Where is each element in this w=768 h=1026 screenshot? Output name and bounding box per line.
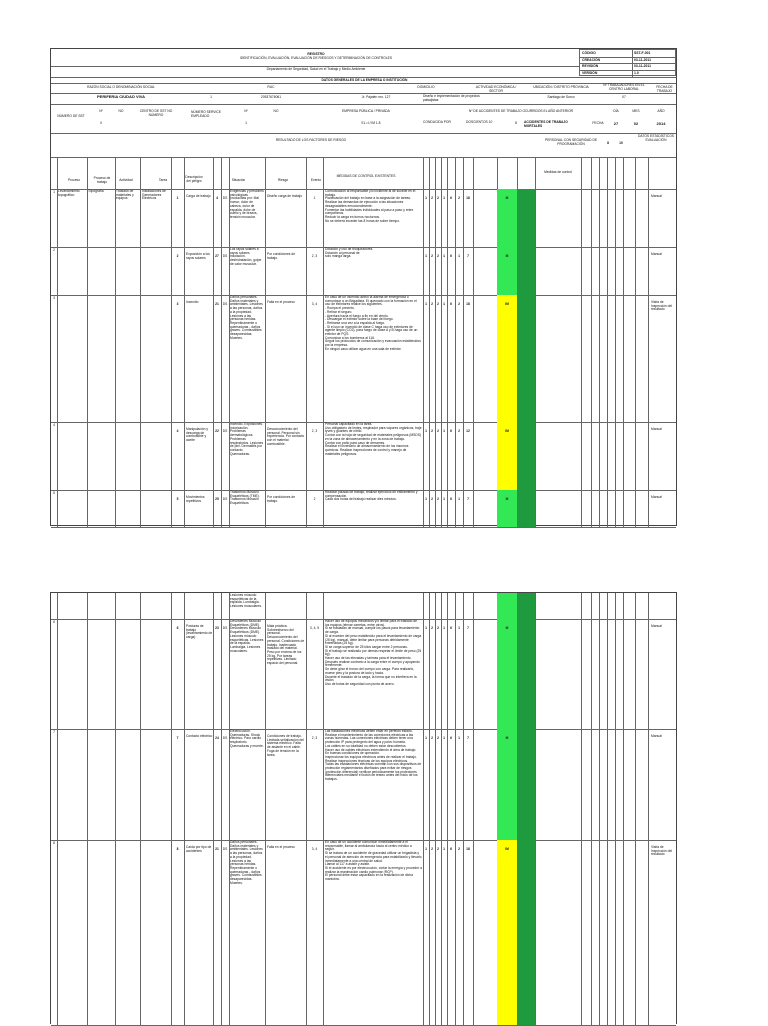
hazard-code: DS (222, 429, 228, 433)
risk-cause: Falla en el proceso (267, 845, 295, 849)
hazard-id: 4 (176, 429, 179, 433)
activity: Traslado de materiales y equipos (116, 189, 135, 201)
general-data-title: DATOS GENERALES DE LA EMPRESA O INSTITUCIÓN (321, 78, 408, 82)
risk-situation: Lesiones músculo esqueléticas de la espalda. Lumbalgia. Lesiones musculares. (230, 593, 262, 609)
risk-significance-cell (517, 619, 535, 729)
risk-level-cell (497, 593, 517, 619)
risk-significance-cell (517, 422, 535, 490)
risk-level-cell (497, 490, 517, 527)
score-cell: 12 (466, 429, 470, 433)
risk-level-label: M (505, 626, 509, 630)
hazard-id: 6 (176, 626, 179, 630)
risk-significance-cell (517, 840, 535, 1025)
score-cell: 7 (467, 736, 469, 740)
risk-significance-cell (517, 189, 535, 247)
hazard-description: Manipulación y descarga de combustible y aceite (186, 427, 209, 443)
company-address: Jr. Pajatén nro. 127 (361, 95, 391, 99)
existing-controls (325, 594, 422, 618)
task: Instalaciones de Generadores Eléctricos (142, 189, 167, 201)
doc-subtitle: IDENTIFICACIÓN, EVALUACIÓN, EVALUACIÓN DE RIESGOS Y DETERMINACIÓN DE CONTROLES (239, 56, 393, 60)
score-cell: 1 (443, 254, 445, 258)
score-cell: 2 (431, 254, 433, 258)
risk-significance-cell (517, 729, 535, 840)
risk-level-label: M (505, 254, 509, 258)
score-cell: 1 (443, 736, 445, 740)
company-workers: 07 (622, 95, 626, 99)
hazard-number: 21 (215, 302, 219, 306)
row-number: 6 (53, 620, 55, 624)
hazard-id: 8 (176, 847, 179, 851)
hazard-code: DS (222, 736, 228, 740)
score-cell: 1 (425, 254, 427, 258)
dept-label: Departamento de Seguridad, Salud en el Trabajo y Medio Ambiente (266, 67, 366, 71)
hazard-code: DS (222, 847, 228, 851)
existing-controls: Las instalaciones eléctricas deben estar en perfecto estado. Realizar el mantenimiento de las conexiones eléctricas a las zonas húmedas. Las conexiones eléctricas deben tener una protección IP para protegerlo del agua y polvo húmedo. Los cables en su totalidad no deben estar descubiertos. Hacer uso de cables eléctricos extendiendo el área de trabajo. En buenas condiciones de operación. Inspeccionar los equipos eléctricos antes de realizar el trabajo. Realizar inspecciones técnicas de los equipos eléctricos. Todas las instalaciones eléctricas cuentan con sus dispositivos de protección reglamentarios diseñados para evitar de riesgos (protección diferencial) verificar periódicamente los protectores diferenciales mediante el botón de testeo antes del inicio de los trabajos. (325, 729, 422, 782)
doc-info-table: CÓDIGO SST-F-001 CREACIÓN 03-11-2011 REVISIÓN 03-11-2011 VERSIÓN 1.0 (579, 49, 676, 76)
verification: Manual (651, 252, 662, 256)
risk-level-label: M (505, 196, 509, 200)
risk-significance-cell (517, 295, 535, 422)
score-cell: 1 (425, 302, 427, 306)
risk-cause: Mala práctica. Sobreesfuerzo del personal. Desconocimiento del personal. Condiciones de trabajo. Inadecuado traslado del material. Peso por encima de los 25 kg. Por tareas repetitivas. Limitado espacio del personal. (267, 624, 306, 666)
risk-level-cell (497, 619, 517, 729)
risk-level-label: M (505, 497, 509, 501)
risk-significance-cell (517, 247, 535, 295)
verification: Visita de Inspección del resultado (651, 845, 673, 857)
score-cell: 1 (458, 497, 460, 501)
hazard-description: Contacto eléctrico (186, 734, 213, 738)
score-cell: 2 (431, 736, 433, 740)
risk-cause: Diseño carga de trabajo (267, 194, 303, 198)
score-cell: 1 (458, 626, 460, 630)
score-cell: 6 (450, 736, 452, 740)
row-number: 4 (53, 423, 55, 427)
verification: Manual (651, 194, 662, 198)
hazard-code: DS (222, 254, 228, 258)
risk-cause: Condiciones de trabajo. Limitada señalización del sistema eléctrico. Falta de aislante en el cable. Fuga de tensión en la tarea. (267, 734, 305, 757)
score-cell: 2 (458, 302, 460, 306)
risk-cause: Falla en el proceso (267, 300, 295, 304)
risk-level-cell (497, 840, 517, 1025)
hazard-number: 27 (215, 254, 219, 258)
score-cell: 2 (437, 736, 439, 740)
risk-situation: Exigencias y presiones psicológicas producidas por: Mal humor, dolor de cabeza, dolor de espalda, dolor de cuello y de brazos, tensión muscular. (230, 189, 265, 219)
score-cell: 2 (431, 302, 433, 306)
consequence: 3, 4 (311, 847, 318, 851)
existing-controls: Comunicación al responsable y/o incidente al de sucede en el trabajo. Planificación del trabajo en base a la asignación de tareas. Realizar las demandas de ejecución a las situaciones desagradables emocionalmente. Fomentar las habilidades individuales al paso a paso y entre compañeros. Reducir la carga en turnos nocturnos. No se deberá exceder las 8 horas de sobre tiempo. (325, 189, 416, 223)
row-number: 2 (53, 248, 55, 252)
risk-situation: Electrocución. Quemaduras. Shock eléctrico. Paro cardio respiratorio. Quemaduras y muerte. (230, 729, 264, 748)
score-cell: 1 (425, 736, 427, 740)
consequence: 2, 3 (311, 429, 318, 433)
score-cell: 7 (467, 497, 469, 501)
score-cell: 18 (466, 302, 470, 306)
score-cell: 7 (467, 626, 469, 630)
hazard-description: Posturas de trabajo (levantamiento de carga) (186, 624, 214, 640)
risk-situation: Trastornos Músculo Esqueléticos (TME). Trastornos Músculo Esqueléticos (230, 490, 261, 506)
hazard-id: 7 (176, 736, 179, 740)
score-cell: 2 (458, 196, 460, 200)
hazard-code: DS (222, 302, 228, 306)
score-cell: 6 (450, 847, 452, 851)
score-cell: 1 (443, 497, 445, 501)
existing-controls: Dotación y uso de bloqueadores. Dotación al personal de solo manga larga. (325, 247, 374, 259)
score-cell: 2 (431, 196, 433, 200)
score-cell: 1 (425, 626, 427, 630)
score-cell: 2 (431, 429, 433, 433)
existing-controls: Personal capacitado en la tarea. Uso obligatorio de lentes, respirador para vapores orgánicos, traje tyvek y guantes de nitrilo. Contar con la hoja de seguridad de materiales peligrosos (MSDS) en la zona de almacenamiento y en la zona de trabajo. Contar con paño para caso de derrames. Realizar el inventario de almacenamiento de los insumos químicos. Realizar inspecciones de control y manejo de materiales peligrosos. (325, 422, 422, 456)
consequence: 3, 4 (311, 302, 318, 306)
score-cell: 6 (450, 196, 452, 200)
score-cell: 18 (466, 847, 470, 851)
hazard-number: 22 (215, 429, 219, 433)
score-cell: 2 (458, 847, 460, 851)
risk-level-label: IM (505, 302, 509, 306)
risk-level-label: IM (505, 429, 509, 433)
score-cell: 1 (458, 254, 460, 258)
hazard-id: 3 (176, 302, 179, 306)
consequence: 2, 3 (311, 254, 318, 258)
company-activity: Diseño e implementación de proyectos paisajistas (423, 94, 481, 102)
hazard-description: Movimientos repetitivos (186, 495, 206, 503)
score-cell: 1 (425, 429, 427, 433)
score-cell: 1 (458, 736, 460, 740)
score-cell: 6 (450, 626, 452, 630)
score-cell: 2 (437, 196, 439, 200)
consequence: 2, 3 (311, 736, 318, 740)
verification: Manual (651, 734, 662, 738)
hazard-description: Caída por tipo de accidentes (186, 845, 213, 853)
score-cell: 1 (443, 429, 445, 433)
risk-situation: Los rayos solares a rayos solares insolación, deshidratación, golpe de calor muscular. (230, 247, 263, 266)
score-cell: 2 (431, 497, 433, 501)
score-cell: 2 (431, 626, 433, 630)
score-cell: 2 (437, 847, 439, 851)
risk-level-label: IM (505, 847, 509, 851)
score-cell: 2 (431, 847, 433, 851)
risk-cause: Desconocimiento del personal. Personal sin experiencia. Por contacto con el material combustible. (267, 427, 306, 446)
company-district: Santiago de Surco (547, 95, 575, 99)
hazard-code: DS (222, 626, 228, 630)
row-number: 1 (53, 190, 55, 194)
risk-situation: Incendio. Explosiones. Intoxicación. Problemas dermatológicos. Problemas respiratorios. Lesiones de piel. Dermatitis por contacto. Quemaduras. (230, 422, 265, 456)
verification: Manual (651, 495, 662, 499)
score-cell: 6 (450, 429, 452, 433)
row-number: 8 (53, 841, 55, 845)
risk-significance-cell (517, 593, 535, 619)
consequence: 3, 4, 5 (309, 626, 320, 630)
company-name: PERIFERIA CIUDAD VIVA (96, 94, 145, 99)
existing-controls: Realizar pausas de trabajo, realizar ejercicios de estiramiento y compensación. Cada dos horas del trabajo realizar diez minutos. (325, 490, 418, 502)
risk-level-label: M (505, 736, 509, 740)
hazard-id: 1 (176, 196, 179, 200)
existing-controls: En caso de un accidente comunicar inmediatamente a el responsable, llamar al ambulancia hacia al centro médico a seguir. Si se tratara de un accidente de gravedad utilizar un brigadista y el personal de atención de emergencia para estabilizarlo y llevarlo inmediatamente a una central de salud. Llamar al 117 a asistir y asistir. Si el accidente es por electrocución, cortar la energía y proceder a realizar la reanimación cardio pulmonar (RCP). El personal debe estar capacitado en la realización de dicha maniobra. (325, 840, 422, 882)
score-cell: 1 (443, 196, 445, 200)
risk-level-cell (497, 729, 517, 840)
score-cell: 18 (466, 196, 470, 200)
score-cell: 6 (450, 254, 452, 258)
score-cell: 2 (437, 626, 439, 630)
risk-situation: Daños personales. Daños materiales y ambientales. Lesiones a las personas, daños a la propiedad. Lesiones a las personas heridas. Repentinamente o quemaduras - daños graves. Combustibles desaparecidas. Muertes. (230, 840, 264, 885)
score-cell: 2 (437, 254, 439, 258)
hazard-code: DS (222, 497, 228, 501)
consequence: 1 (313, 196, 316, 200)
verification: Visita de Inspección del resultado (651, 300, 673, 312)
score-cell: 6 (450, 302, 452, 306)
hazard-code: DS (222, 196, 228, 200)
row-number: 3 (53, 296, 55, 300)
hazard-number: 23 (215, 626, 219, 630)
score-cell: 6 (450, 497, 452, 501)
score-cell: 1 (425, 497, 427, 501)
score-cell: 1 (425, 847, 427, 851)
row-number: 5 (53, 491, 55, 495)
hazard-id: 5 (176, 497, 179, 501)
consequence: 2 (313, 497, 316, 501)
score-cell: 2 (437, 429, 439, 433)
risk-situation: Daños personales. Daños materiales y ambientales. Lesiones a las personas, daños a la propiedad. Lesiones a las personas heridas. Repentinamente o quemaduras - daños graves. Combustibles desaparecidas. Muertes. (230, 295, 264, 340)
hazard-id: 2 (176, 254, 179, 258)
document-page-2 (50, 592, 677, 1024)
hazard-number: 24 (215, 736, 219, 740)
process-name: Levantamiento topográfico (58, 189, 81, 197)
verification: Manual (651, 624, 662, 628)
score-cell: 7 (467, 254, 469, 258)
existing-controls: Hacer uso de equipos mecánicos y/o limitar para el traslado de los equipos (elevar carretas, entre otros). Si se trasladan de manual, cumplir los pasos para levantamiento de carga. Si al exceder del peso establecido para el levantamiento de carga (25 kg), manual, debe limitar para personas debidamente entrenadas (25 kg). Si se carga superior de 25 kilos cargar entre 2 personas. Si el trabajo se realizado por demás respetar el límite de peso (25 kg). Hacer uso de las elevadas y tarimas para el levantamiento. Después realizar contrario a la carga entre el cuerpo y apoyando firmemente. Se debe girar el tronco del cuerpo con carga. Para realizarlo, mueve pies y la postura de lado y hacia. Durante el traslado de la carga, la forma que no interfiera en la visión. Uso de botas de seguridad con punta de acero. (325, 619, 422, 686)
risk-cause: Por condiciones de trabajo. (267, 495, 296, 503)
risk-cause: Por condiciones de trabajo. (267, 252, 296, 260)
row-number: 7 (53, 730, 55, 734)
risk-level-cell (497, 295, 517, 422)
score-cell: 1 (443, 847, 445, 851)
hazard-description: Exposición a los rayos solares (186, 252, 211, 260)
score-cell: 1 (443, 626, 445, 630)
hazard-description: Carga de trabajo (186, 194, 211, 198)
hazard-number: 25 (215, 497, 219, 501)
verification: Manual (651, 427, 662, 431)
score-cell: 1 (425, 196, 427, 200)
risk-situation: Desórdenes Músculo Esqueléticos (DME). Desórdenes Músculo Esqueléticos (DME). Lesiones músculo esqueléticas. Lesiones de la espalda. Lumbalgia. Lesiones musculares. (230, 619, 265, 653)
document-page-1: REGISTRO IDENTIFICACIÓN, EVALUACIÓN, EVALUACIÓN DE RIESGOS Y DETERMINACIÓN DE CONTROLES Departamento de Seguridad, Salud en el Trabajo y Medio Ambiente CÓDIGO SST-F-001 CREACIÓN 03-11-2011 REVISIÓN 03-11-2011 VERSIÓN 1.0 DATOS GENERALES DE LA EMPRESA O INSTITUCIÓN RAZÓN SOCIAL O DENOMINACIÓN SOCIAL RUC DOMICILIO ACTIVIDAD ECONÓMICA / SECTOR UBICACIÓN / DISTRITO PROVINCIA Nº TRABAJADORES EN EL CENTRO LABORAL FECHA DE TRABAJO PERIFERIA CIUDAD VIVA 1 20537676061 Jr. Pajatén nro. 127 Diseño e implementación de proyectos paisajistas Santiago de Surco 07 NÚMERO DE SST Nº NO CENTRO DE SST NO NÚMERO NÚMERO SERVICE EMPLEADO Nº NO EMPRESA PÚBLICA / PRIVADA Nº DE ACCIDENTES DE TRABAJO OCURRIDOS EL AÑO ANTERIOR DÍA MES AÑO 0 1 EL • LYM 1.8 CONDUCIDA POR DOSCIENTOS 10 8 ACCIDENTES DE TRABAJO MORTALES FECHA 27 02 2014 RESULTADO DE LOS FACTORES DE RIESGO PERSONAL CON SEGURIDAD DE PROGRAMACIÓN 8 10 DATOS ESTADÍSTICOS EVALUACIÓN Proceso Proceso de trabajo Actividad Tarea Descripción del peligro Situación Riesgo Evento MEDIDAS DE CONTROL EXISTENTES Medidas de control 1 Levantamiento topográfico Topografía Traslado de materiales y equipos Instalaciones de Generadores Eléctricos 1 Carga de trabajo 4 DS Exigencias y presiones psicológicas producidas por: Mal humor, dolor de cabeza, dolor de espalda, dolor de cuello y de brazos, tensión muscular. Diseño carga de trabajo 1 Comunicación al responsable y/o incidente al de sucede en el trabajo. Planificación del trabajo en base a la asignación de tareas. Realizar las demandas de ejecución a las situaciones desagradables emocionalmente. Fomentar las habilidades individuales al paso a paso y entre compañeros. Reducir la carga en turnos nocturnos. No se deberá exceder las 8 horas de sobre tiempo. 1 2 2 1 6 2 18 M Manual 2 2 Exposición a los rayos solares 27 DS Los rayos solares a rayos solares insolación, deshidratación, golpe de calor muscular. Por condiciones de trabajo. 2, 3 Dotación y uso de bloqueadores. Dotación al personal de solo manga larga. 1 2 2 1 6 1 7 M Manual 3 3 Incendio 21 DS Daños personales. Daños materiales y ambientales. Lesiones a las personas, daños a la propiedad. Lesiones a las personas heridas. Repentinamente o quemaduras - daños graves. Combustibles desaparecidas. Muertes. Falla en el proceso 3, 4 En caso de un incendio activo la alarma de emergencia o comunique a un Brigadista. El quemado con la formación en el uso de extintores realice los siguientes. - Rompa el precinto. - Retirar el seguro. - Apertura hacia el fuego a fin en del viento. - Descargar el extintor sobre la base del fuego. - Retirarse una vez a la espalda al fuego. - Si el uso un incendio de clase C haga uso de extintores de agente limpio (CO2), para fuego de clase A y B haga uso de un extintor de PQS. Comunicar a los bomberos al 116. Seguir los protocolos de comunicación y evacuación establecidos por la empresa. En ningún caso utilizar agua en una sala de extintor. 1 2 2 1 6 2 18 IM Visita de Inspección del resultado 4 4 Manipulación y descarga de combustible y aceite 22 DS Incendio. Explosiones. Intoxicación. Problemas dermatológicos. Problemas respiratorios. Lesiones de piel. Dermatitis por contacto. Quemaduras. Desconocimiento del personal. Personal sin experiencia. Por contacto con el material combustible. 2, 3 Personal capacitado en la tarea. Uso obligatorio de lentes, respirador para vapores orgánicos, traje tyvek y guantes de nitrilo. Contar con la hoja de seguridad de materiales peligrosos (MSDS) en la zona de almacenamiento y en la zona de trabajo. Contar con paño para caso de derrames. Realizar el inventario de almacenamiento de los insumos químicos. Realizar inspecciones de control y manejo de materiales peligrosos. 1 2 2 1 6 2 12 IM Manual 5 5 Movimientos repetitivos 25 DS Trastornos Músculo Esqueléticos (TME). Trastornos Músculo Esqueléticos Por condiciones de trabajo. 2 Realizar pausas de trabajo, realizar ejercicios de estiramiento y compensación. Cada dos horas del trabajo realizar diez minutos. 1 2 2 1 6 1 7 M Manual (50, 48, 677, 526)
hazard-number: 21 (215, 847, 219, 851)
score-cell: 2 (437, 302, 439, 306)
risk-significance-cell (517, 490, 535, 527)
doc-title: REGISTRO (307, 52, 325, 56)
company-ruc: 20537676061 (260, 95, 282, 99)
score-cell: 2 (458, 429, 460, 433)
hazard-description: Incendio (186, 300, 199, 304)
existing-controls: En caso de un incendio activo la alarma de emergencia o comunique a un Brigadista. El quemado con la formación en el uso de extintores realice los siguientes. - Rompa el precinto. - Retirar el seguro. - Apertura hacia el fuego a fin en del viento. - Descargar el extintor sobre la base del fuego. - Retirarse una vez a la espalda al fuego. - Si el uso un incendio de clase C haga uso de extintores de agente limpio (CO2), para fuego de clase A y B haga uso de un extintor de PQS. Comunicar a los bomberos al 116. Seguir los protocolos de comunicación y evacuación establecidos por la empresa. En ningún caso utilizar agua en una sala de extintor. (325, 295, 421, 351)
score-cell: 1 (443, 302, 445, 306)
hazard-number: 4 (216, 196, 218, 200)
score-cell: 2 (437, 497, 439, 501)
process-work: Topografía (88, 189, 104, 193)
